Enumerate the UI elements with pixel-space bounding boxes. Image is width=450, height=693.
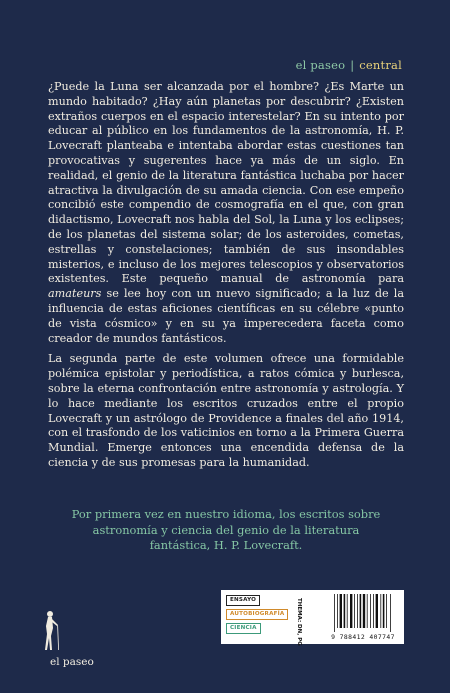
blurb-p1-part-b: se lee hoy con un nuevo significado; a la luz de la influencia de estas aficiones científicas en su célebre «punto de vista cósmico» y en su ya imperecedera faceta como creador de mundos fantásticos. [48, 287, 404, 345]
back-cover-blurb [48, 80, 404, 475]
genre-tag-autobiography: AUTOBIOGRAFÍA [226, 609, 288, 620]
genre-tag-science: CIENCIA [226, 623, 261, 634]
blurb-p1-part-a: ¿Puede la Luna ser alcanzada por el hombre? ¿Es Marte un mundo habitado? ¿Hay aún planetas por descubrir? ¿Existen extraños cuerpos en el espacio interestelar? En su intento por educar al público en los fundamentos de la astronomía, H. P. Lovecraft planteaba e intentaba abordar estas cuestiones tan provocativas y sugerentes hace ya más de un siglo. En realidad, el genio de la literatura fantástica luchaba por hacer atractiva la divulgación de su amada ciencia. Con ese empeño concibió este compendio de cosmografía en el que, con gran didactismo, Lovecraft nos habla del Sol, la Luna y los eclipses; de los planetas del sistema solar; de los asteroides, cometas, estrellas y constelaciones; también de sus insondables misterios, e incluso de los mejores telescopios y observatorios existentes. Este pequeño manual de astronomía para [48, 80, 404, 286]
barcode-icon [333, 594, 397, 632]
publisher-collection-label [296, 58, 402, 72]
thema-code: THEMA: DN, PG [296, 598, 302, 646]
tagline: Por primera vez en nuestro idioma, los escritos sobre astronomía y ciencia del genio de la literatura fantástica, H. P. Lovecraft. [71, 507, 381, 552]
blurb-paragraph-1 [48, 80, 404, 346]
blurb-p1-emphasis: amateurs [48, 287, 102, 301]
publisher-name: el paseo [50, 656, 94, 668]
barcode-panel [221, 590, 404, 644]
brand-separator: | [350, 58, 355, 72]
blurb-paragraph-2: La segunda parte de este volumen ofrece una formidable polémica epistolar y periodística, a ratos cómica y burlesca, sobre la eterna confrontación entre astronomía y astrología. Y lo hace mediante los escritos cruzados entre el propio Lovecraft y un astrólogo de Providence a finales del año 1914, con el trasfondo de los vaticinios en torno a la Primera Guerra Mundial. Emerge entonces una encendida defensa de la ciencia y de sus promesas para la humanidad. [48, 352, 404, 469]
brand-name: el paseo [295, 58, 346, 72]
isbn-number: 9 788412 407747 [331, 633, 395, 641]
genre-tag-essay: ENSAYO [226, 595, 260, 606]
collection-name: central [359, 58, 402, 72]
